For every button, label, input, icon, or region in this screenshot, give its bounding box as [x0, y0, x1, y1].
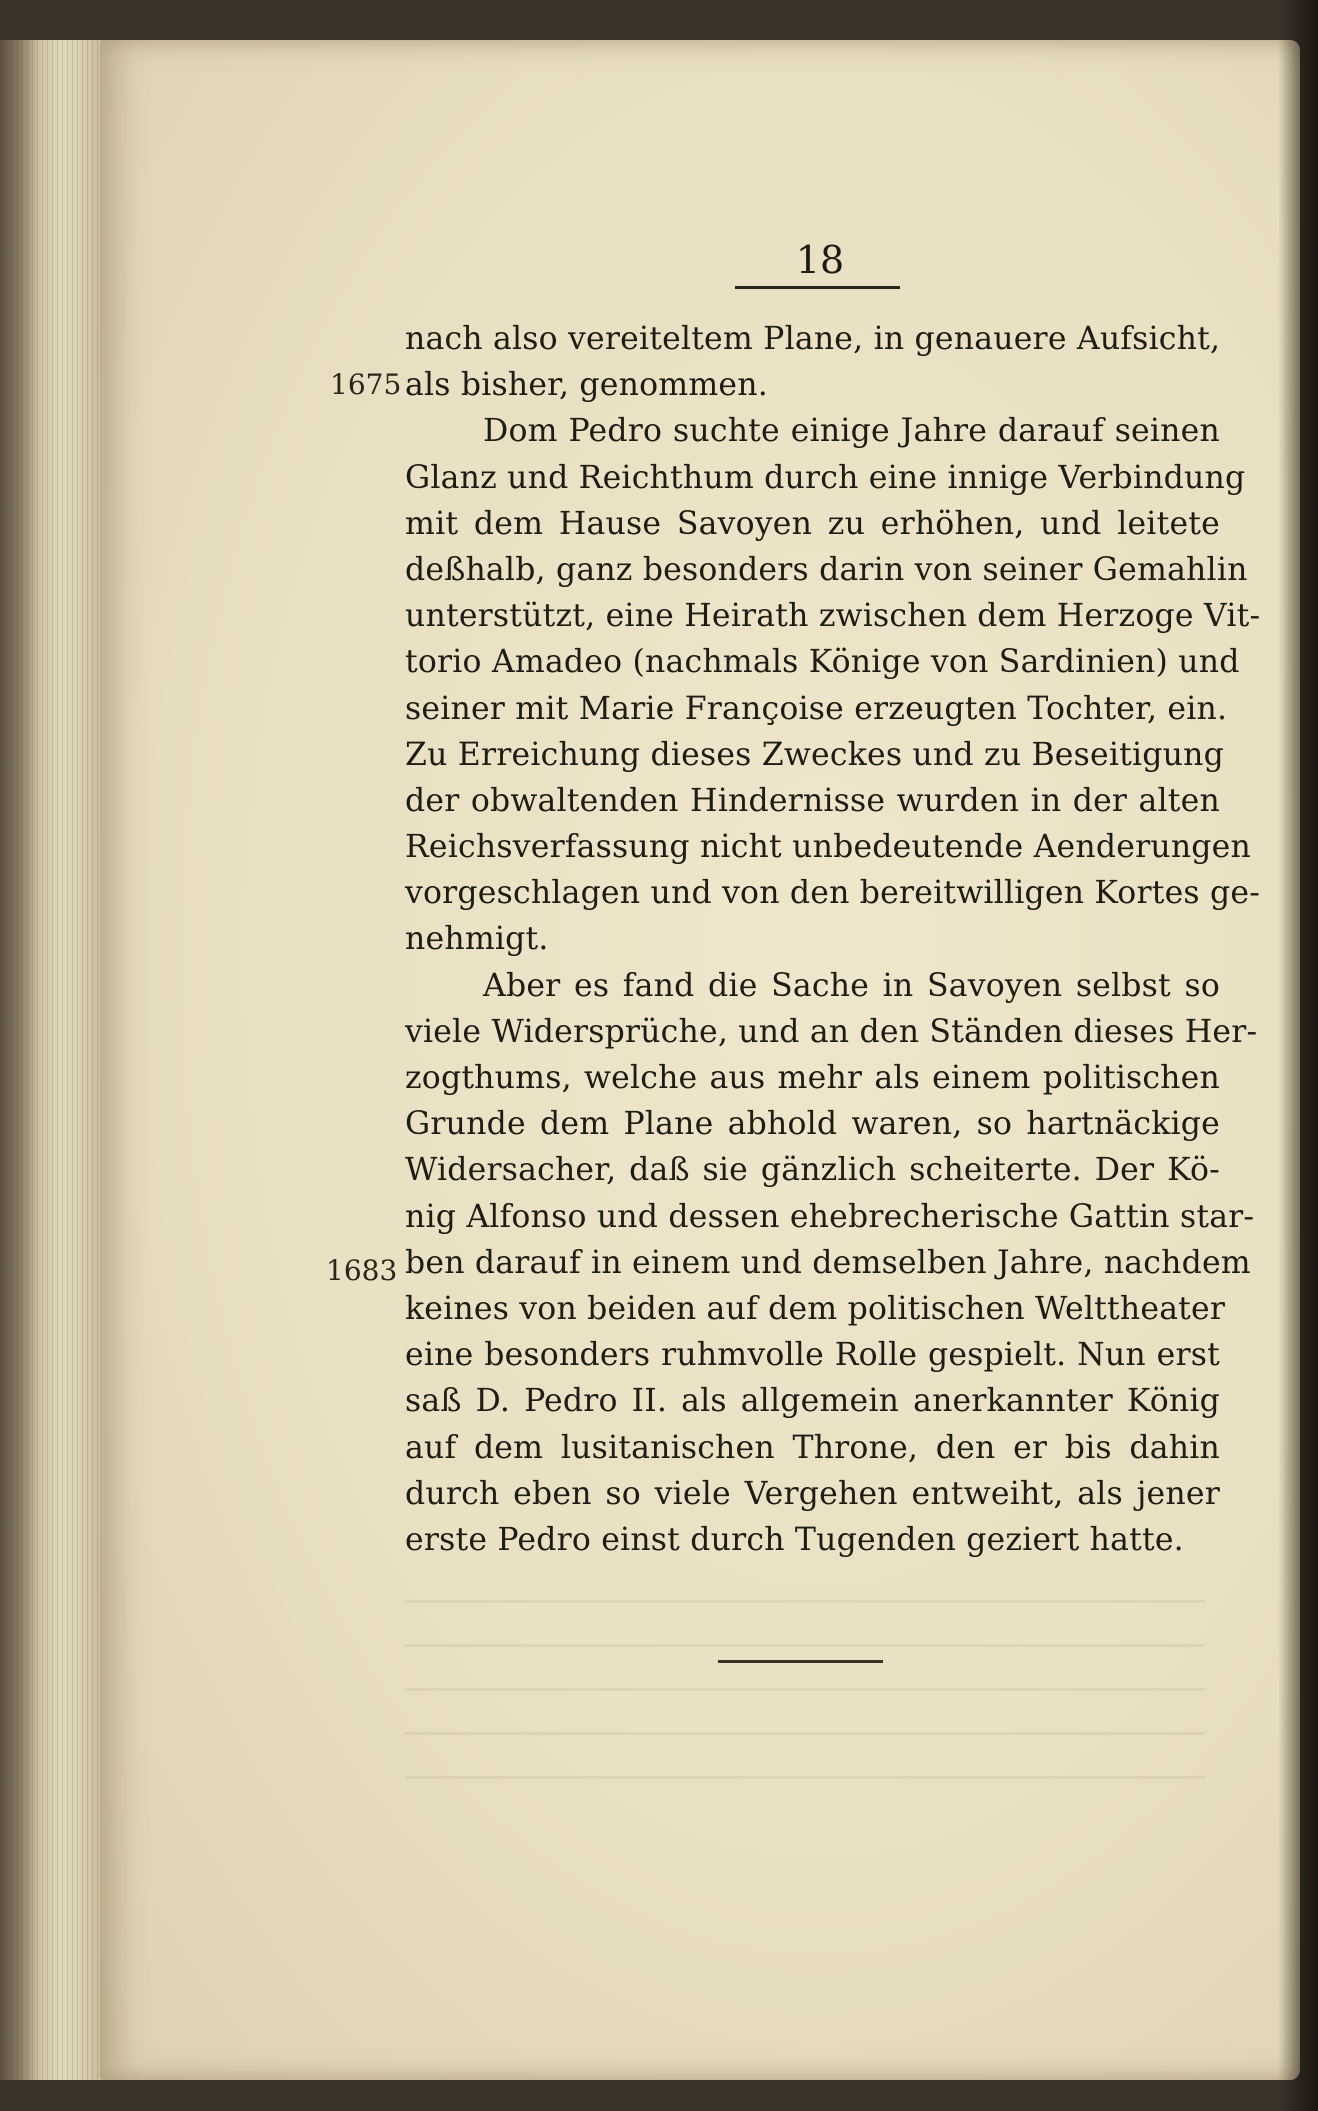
text-line: durch eben so viele Vergehen entweiht, als jener: [405, 1475, 1220, 1512]
text-line: keines von beiden auf dem politischen Welttheater: [405, 1290, 1226, 1327]
text-line: nach also vereiteltem Plane, in genauere Aufsicht,: [405, 321, 1221, 357]
text-line: auf dem lusitanischen Throne, den er bis dahin: [405, 1429, 1220, 1466]
text-line: unterstützt, eine Heirath zwischen dem Herzoge Vit-: [405, 598, 1261, 635]
text-line: Grunde dem Plane abhold waren, so hartnäckige: [405, 1106, 1220, 1143]
margin-year-1683: 1683: [326, 1254, 398, 1287]
text-line: erste Pedro einst durch Tugenden geziert hatte.: [405, 1521, 1184, 1558]
text-line: nehmigt.: [405, 921, 549, 958]
page-stack-edge: [0, 40, 112, 2080]
header-rule: [735, 286, 900, 289]
body-text: [405, 316, 1261, 1563]
binding-shadow: [1278, 0, 1318, 2111]
text-line: viele Widersprüche, und an den Ständen dieses Her-: [405, 1013, 1258, 1050]
text-line: als bisher, genommen.: [405, 367, 768, 404]
text-line: Widersacher, daß sie gänzlich scheiterte. Der Kö-: [405, 1152, 1220, 1189]
text-line: saß D. Pedro II. als allgemein anerkannter König: [405, 1383, 1220, 1420]
text-line: torio Amadeo (nachmals Könige von Sardinien) und: [405, 644, 1240, 681]
margin-year-1675: 1675: [330, 368, 402, 401]
text-line: Reichsverfassung nicht unbedeutende Aenderungen: [405, 829, 1251, 866]
show-through-text: [405, 1600, 1205, 1800]
footer-rule: [718, 1660, 883, 1663]
text-line: ben darauf in einem und demselben Jahre, nachdem: [405, 1244, 1251, 1281]
text-line: eine besonders ruhmvolle Rolle gespielt. Nun erst: [405, 1337, 1220, 1374]
text-line: vorgeschlagen und von den bereitwilligen Kortes ge-: [405, 875, 1261, 912]
text-line: deßhalb, ganz besonders darin von seiner Gemahlin: [405, 551, 1248, 588]
text-line: Dom Pedro suchte einige Jahre darauf seinen: [483, 413, 1220, 450]
text-line: der obwaltenden Hindernisse wurden in der alten: [405, 782, 1220, 819]
text-line: zogthums, welche aus mehr als einem politischen: [405, 1060, 1220, 1096]
page-number: 18: [795, 238, 845, 282]
text-line: Zu Erreichung dieses Zweckes und zu Beseitigung: [405, 736, 1224, 773]
text-line: seiner mit Marie Françoise erzeugten Tochter, ein.: [405, 690, 1228, 727]
text-line: Aber es fand die Sache in Savoyen selbst so: [483, 967, 1220, 1004]
text-line: nig Alfonso und dessen ehebrecherische Gattin star-: [405, 1198, 1255, 1235]
text-line: mit dem Hause Savoyen zu erhöhen, und leitete: [405, 505, 1220, 542]
text-line: Glanz und Reichthum durch eine innige Verbindung: [405, 459, 1246, 496]
